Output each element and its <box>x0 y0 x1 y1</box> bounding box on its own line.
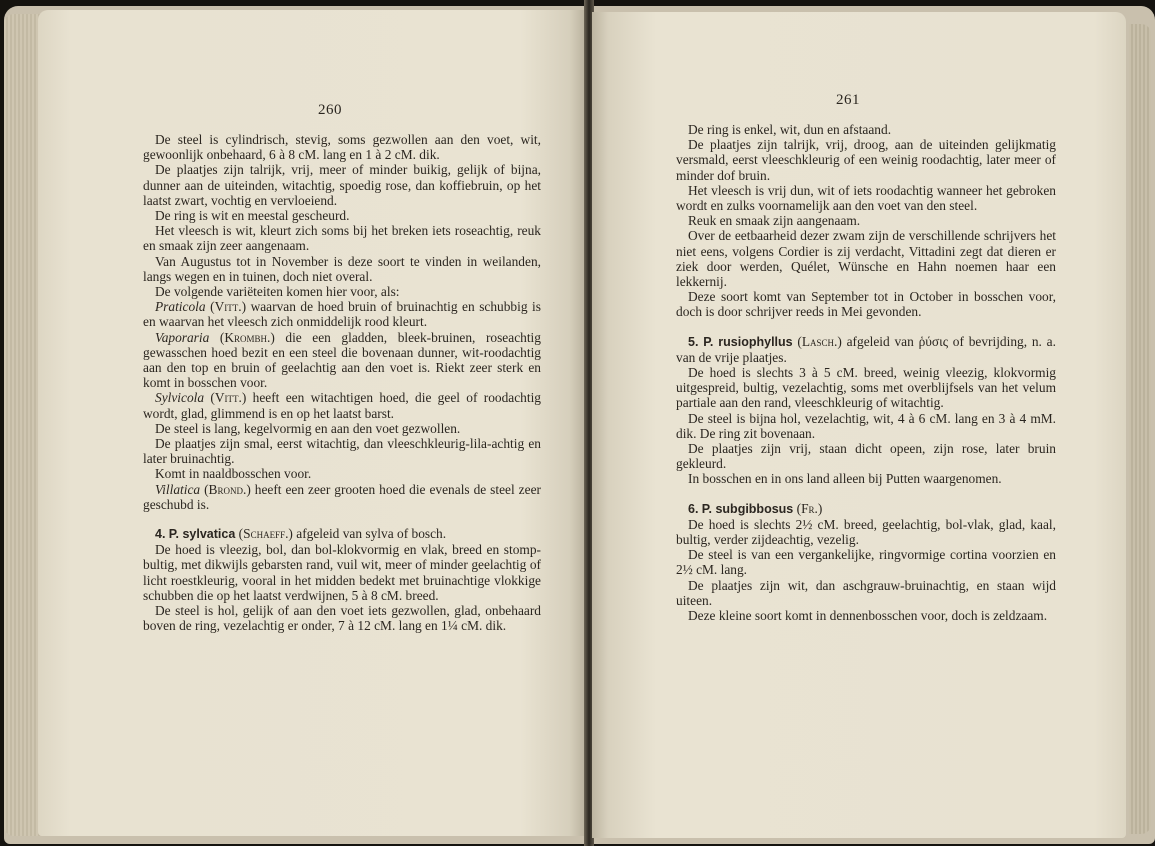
page-edges-right <box>1129 24 1151 834</box>
paragraph: De steel is bijna hol, vezelachtig, wit, 4 à 6 cM. lang en 3 à 4 mM. dik. De ring zit bovenaan. <box>676 410 1056 441</box>
paragraph: De ring is wit en meestal gescheurd. <box>155 208 350 224</box>
paragraph: Het vleesch is wit, kleurt zich soms bij het breken iets roseachtig, reuk en smaak zijn zeer aangenaam. <box>143 223 541 254</box>
species-name: P. sylvatica <box>168 527 236 542</box>
species-name: P. rusiophyllus <box>703 334 793 349</box>
paragraph: Komt in naaldbosschen voor. <box>155 466 312 482</box>
paragraph: De plaatjes zijn talrijk, vrij, droog, aan de uiteinden gelijkmatig versmald, eerst vleeschkleurig of een weinig roodachtig, later meer of minder dof bruin. <box>676 137 1056 183</box>
paragraph: Reuk en smaak zijn aangenaam. <box>688 213 861 229</box>
paragraph: De plaatjes zijn wit, dan aschgrauw-bruinachtig, en staan wijd uiteen. <box>676 577 1056 608</box>
variety-text: waarvan de hoed bruin of bruinachtig en schubbig is en waarvan het vleesch zich onmiddelijk rood kleurt. <box>143 299 541 330</box>
variety-vaporaria <box>143 330 541 391</box>
species-heading <box>676 334 1056 365</box>
paragraph: De steel is lang, kegelvormig en aan den voet gezwollen. <box>155 420 461 436</box>
species-author: (Fr.) <box>796 500 823 516</box>
species-number: 6. <box>688 501 699 516</box>
variety-villatica <box>143 482 541 512</box>
variety-author: (Vitt.) <box>210 390 247 406</box>
variety-text: die een gladden, bleek-bruinen, roseachtig gewasschen hoed bezit en een steel die bovenaan dunner, wit-roodachtig aan den top en bruin of geelachtig aan den voet is. Riekt zeer sterk en komt in bosschen voor. <box>143 329 541 391</box>
variety-author: (Vitt.) <box>210 299 247 315</box>
paragraph: De plaatjes zijn talrijk, vrij, meer of minder buikig, gelijk of bijna, dunner aan de uiteinden, witachtig, spoedig rose, dan koffiebruin, op het laatst zwart, vochtig en vervloeiend. <box>143 162 541 208</box>
paragraph: De volgende variëteiten komen hier voor, als: <box>155 284 400 300</box>
right-page-text <box>676 122 1056 623</box>
variety-author: (Krombh.) <box>219 329 275 345</box>
variety-praticola <box>143 299 541 329</box>
paragraph: Van Augustus tot in November is deze soort te vinden in weilanden, langs wegen en in tuinen, doch niet overal. <box>143 253 541 284</box>
paragraph: De hoed is slechts 2½ cM. breed, geelachtig, bol-vlak, glad, kaal, bultig, verder zijdeachtig, vezelig. <box>676 516 1056 548</box>
paragraph: Deze kleine soort komt in dennenbosschen voor, doch is zeldzaam. <box>688 608 1048 624</box>
paragraph: Over de eetbaarheid dezer zwam zijn de verschillende schrijvers het niet eens, volgens Cordier is zij verdacht, Vittadini zegt dat dieren er ziek door werden, Quélet, Wünsche en Hahn noemen haar een lekkernij. <box>676 228 1056 290</box>
paragraph: De hoed is slechts 3 à 5 cM. breed, weinig vleezig, klokvormig uitgespreid, bultig, vezelachtig, soms met overblijfsels van het velum partiale aan den rand, vleeschkleurig of witachtig. <box>676 365 1056 411</box>
page-number: 261 <box>836 92 860 108</box>
paragraph: De steel is van een vergankelijke, ringvormige cortina voorzien en 2½ cM. lang. <box>676 547 1056 578</box>
paragraph: De hoed is vleezig, bol, dan bol-klokvormig en vlak, breed en stomp-bultig, met dikwijls gebarsten rand, vuil wit, meer of minder geelachtig of licht roestkleurig, vooral in het midden bedekt met bruinachtige vlokkige schubben die op het laatst verdwijnen, 5 à 8 cM. breed. <box>143 542 541 603</box>
paragraph: De steel is hol, gelijk of aan den voet iets gezwollen, glad, onbehaard boven de ring, vezelachtig er onder, 7 à 12 cM. lang en 1¼ cM. dik. <box>143 603 541 634</box>
variety-name: Villatica <box>155 481 201 497</box>
paragraph: In bosschen en in ons land alleen bij Putten waargenomen. <box>688 471 1002 487</box>
page-number: 260 <box>318 102 342 118</box>
paragraph: De ring is enkel, wit, dun en afstaand. <box>688 122 892 137</box>
paragraph: De plaatjes zijn smal, eerst witachtig, dan vleeschkleurig-lila-achtig en later bruinachtig. <box>143 436 541 467</box>
variety-author: (Brond.) <box>204 481 251 497</box>
paragraph: Deze soort komt van September tot in October in bosschen voor, doch is door schrijver reeds in Mei gevonden. <box>676 289 1056 320</box>
species-heading <box>676 501 1056 517</box>
species-derivation: afgeleid van ῥύσις of bevrijding, n. a. van de vrije plaatjes. <box>676 333 1056 365</box>
variety-name: Sylvicola <box>155 390 205 406</box>
right-page <box>592 12 1126 838</box>
paragraph: Het vleesch is vrij dun, wit of iets roodachtig wanneer het gebroken wordt en zulks voornamelijk aan den voet van den steel. <box>676 182 1056 214</box>
species-name: P. subgibbosus <box>701 501 794 516</box>
variety-name: Praticola <box>155 299 206 315</box>
variety-text: heeft een witachtigen hoed, die geel of roodachtig wordt, glad, glimmend is en op het laatst barst. <box>143 390 542 421</box>
variety-name: Vaporaria <box>155 329 210 345</box>
paragraph: De steel is cylindrisch, stevig, soms gezwollen aan den voet, wit, gewoonlijk onbehaard, 6 à 8 cM. lang en 1 à 2 cM. dik. <box>143 132 541 163</box>
variety-text: heeft een zeer grooten hoed die evenals de steel zeer geschubd is. <box>143 481 541 512</box>
left-page <box>38 10 586 836</box>
species-derivation: afgeleid van sylva of bosch. <box>296 526 447 542</box>
species-heading <box>143 526 541 542</box>
species-number: 5. <box>688 334 699 349</box>
page-edges-left <box>4 14 40 836</box>
species-author: (Schaeff.) <box>238 526 293 542</box>
left-page-text <box>143 132 541 634</box>
species-author: (Lasch.) <box>797 333 842 349</box>
variety-sylvicola <box>143 390 541 420</box>
paragraph: De plaatjes zijn vrij, staan dicht opeen, zijn rose, later bruin gekleurd. <box>676 441 1056 472</box>
species-number: 4. <box>155 527 166 542</box>
